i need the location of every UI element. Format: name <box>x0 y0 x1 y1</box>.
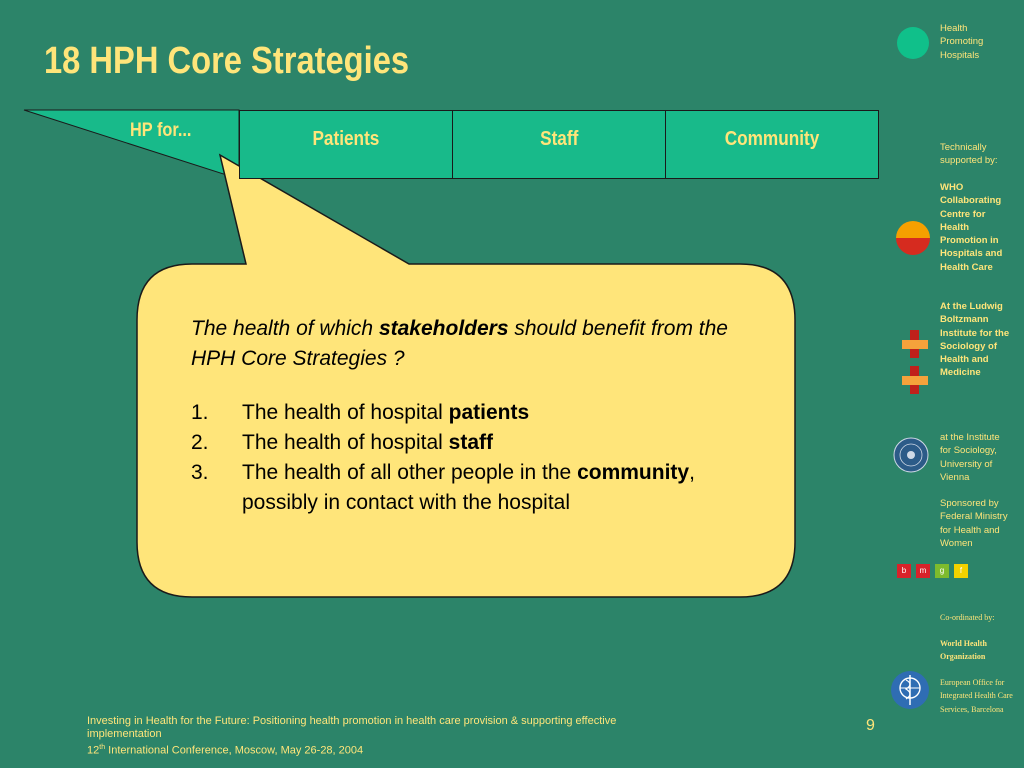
column-patients: Patients <box>240 111 453 178</box>
list-item: 2. The health of hospital staff <box>191 431 493 454</box>
hph-logo-dot <box>897 27 929 59</box>
footer-line-1: Investing in Health for the Future: Positioning health promotion in health care provision & supporting effective implementation <box>87 715 617 740</box>
ludwig-boltzmann-logo <box>902 330 928 394</box>
hp-for-label: HP for... <box>130 120 192 141</box>
who-cc-logo <box>896 221 930 255</box>
coordinated-text: Co-ordinated by: <box>940 613 995 622</box>
who-text: World Health Organization <box>940 639 987 662</box>
stakeholder-table <box>239 110 879 179</box>
hph-logo-text: Health Promoting Hospitals <box>940 23 984 61</box>
column-community: Community <box>724 128 820 150</box>
ludwig-boltzmann-text: At the Ludwig Boltzmann Institute for the Sociology of Health and Medicine <box>940 301 1010 379</box>
footer-text <box>87 715 657 758</box>
callout-text <box>191 314 751 518</box>
stakeholder-list <box>191 398 751 518</box>
callout-question: The health of which stakeholders should benefit from the HPH Core Strategies ? <box>191 317 728 370</box>
technically-supported-text: Technically supported by: <box>940 142 998 167</box>
who-emblem <box>891 671 929 709</box>
university-vienna-text: at the Institute for Sociology, University of Vienna <box>940 432 1000 483</box>
list-item: 3. The health of all other people in the community, possibly in contact with the hospital <box>191 461 695 514</box>
list-item: 1. The health of hospital patients <box>191 401 530 424</box>
column-staff: Staff <box>453 111 666 178</box>
sponsored-text: Sponsored by Federal Ministry for Health and Women <box>940 498 1008 549</box>
who-europe-text: European Office for Integrated Health Care Services, Barcelona <box>940 678 1013 714</box>
footer-line-2: 12th International Conference, Moscow, May 26-28, 2004 <box>87 744 364 757</box>
university-vienna-seal <box>894 438 928 472</box>
page-number: 9 <box>866 717 875 734</box>
slide-title: 18 HPH Core Strategies <box>44 40 410 82</box>
who-cc-text: WHO Collaborating Centre for Health Promotion in Hospitals and Health Care <box>940 182 1003 273</box>
bmgf-logo: b m g f <box>897 564 968 578</box>
